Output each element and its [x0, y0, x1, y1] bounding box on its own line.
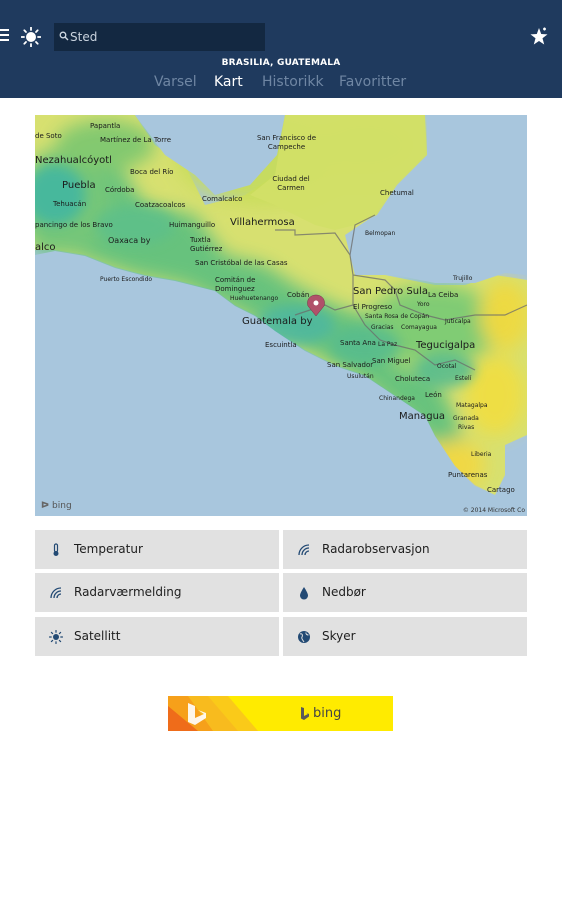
map-label: Gracias [371, 324, 394, 331]
map-label: Granada [453, 415, 479, 422]
map-copyright: © 2014 Microsoft Co [462, 507, 525, 514]
layer-clouds-button[interactable] [283, 617, 527, 656]
bing-logo-icon [300, 707, 310, 721]
map-label: Liberia [471, 451, 492, 458]
map-label: Usulután [347, 373, 374, 380]
bing-map-logo: ᐅ bing [41, 501, 72, 511]
sun-logo-icon[interactable] [21, 27, 41, 47]
layer-radar-forecast-button[interactable] [35, 573, 279, 612]
map-label: La Paz [378, 341, 398, 348]
layer-label: Temperatur [74, 542, 143, 556]
map-label: Huimanguillo [169, 221, 216, 229]
map-label: Guatemala by [242, 316, 313, 327]
map-label: Cobán [287, 291, 310, 299]
tab-varsel[interactable]: Varsel [154, 74, 197, 90]
tab-bar [0, 74, 562, 96]
map-label: Boca del Río [130, 168, 174, 176]
weather-map[interactable] [35, 115, 527, 516]
map-label: Puntarenas [448, 471, 488, 479]
layer-label: Radarværmelding [74, 585, 182, 599]
layer-radar-observation-button[interactable] [283, 530, 527, 569]
search-icon [59, 31, 69, 41]
pin-favorite-icon[interactable] [528, 26, 550, 48]
map-label: Estelí [455, 375, 472, 382]
map-label: Nezahualcóyotl [35, 155, 112, 166]
map-label: Martínez de La Torre [100, 136, 172, 144]
map-label: Córdoba [105, 186, 135, 194]
map-label: Villahermosa [230, 217, 295, 228]
map-label: Ciudad del Carmen [272, 175, 310, 192]
map-label: Comitán de Dominguez [215, 276, 256, 293]
map-label: Escuintla [265, 341, 297, 349]
bing-banner-text: bing [313, 706, 342, 721]
search-input[interactable] [70, 23, 260, 51]
map-label: Papantla [90, 122, 121, 130]
map-label: Puebla [62, 180, 96, 191]
map-label: Yoro [417, 301, 430, 308]
location-title: BRASILIA, GUATEMALA [221, 58, 341, 68]
search-box[interactable] [54, 23, 265, 51]
map-label: Belmopan [365, 230, 396, 237]
map-label: Rivas [458, 424, 475, 431]
layer-satellite-button[interactable] [35, 617, 279, 656]
map-label: Choluteca [395, 375, 431, 383]
map-label: alco [35, 242, 56, 253]
tab-historikk[interactable]: Historikk [262, 74, 324, 90]
layer-label: Radarobservasjon [322, 542, 430, 556]
map-label: El Progreso [353, 303, 393, 311]
layer-label: Skyer [322, 629, 356, 643]
layer-precipitation-button[interactable] [283, 573, 527, 612]
banner-graphic [168, 696, 393, 731]
bing-ad-banner[interactable] [168, 696, 393, 731]
map-label: Chinandega [379, 395, 415, 402]
globe-icon [297, 630, 311, 644]
map-label: Santa Ana [340, 339, 376, 347]
map-label: Coatzacoalcos [135, 201, 186, 209]
map-label: de Soto [35, 132, 62, 140]
tab-kart[interactable]: Kart [214, 74, 243, 90]
radar-icon [297, 543, 311, 557]
raindrop-icon [297, 586, 311, 600]
map-label: Comalcalco [202, 195, 243, 203]
layer-temperature-button[interactable] [35, 530, 279, 569]
thermometer-icon [49, 543, 63, 557]
radar-forecast-icon [49, 586, 63, 600]
map-label: San Miguel [372, 357, 411, 365]
map-label: Managua [399, 411, 446, 422]
map-label: Cartago [487, 486, 515, 494]
map-label: Ocotal [437, 363, 457, 370]
app-header [0, 0, 562, 98]
map-label: San Salvador [327, 361, 374, 369]
tab-favoritter[interactable]: Favoritter [339, 74, 407, 90]
map-label: Santa Rosa de Copán [365, 313, 430, 320]
map-label: Tuxtla Gutiérrez [190, 236, 223, 253]
map-label: San Pedro Sula [353, 286, 428, 297]
map-label: Matagalpa [456, 402, 488, 409]
satellite-sun-icon [49, 630, 63, 644]
map-label: Juticalpa [445, 318, 471, 325]
map-label: Tegucigalpa [416, 340, 476, 351]
map-label: Huehuetenango [230, 295, 279, 302]
layer-label: Satellitt [74, 629, 121, 643]
map-label: San Cristóbal de las Casas [195, 259, 288, 267]
menu-icon[interactable] [0, 29, 10, 43]
map-label: Chetumal [380, 189, 414, 197]
map-label: Puerto Escondido [100, 276, 153, 283]
layer-label: Nedbør [322, 585, 366, 599]
map-label: La Ceiba [428, 291, 459, 299]
map-label: Oaxaca by [108, 236, 151, 245]
map-label: Tehuacán [53, 200, 87, 208]
map-label: San Francisco de Campeche [256, 134, 317, 151]
map-label: Trujillo [453, 275, 473, 282]
map-label: pancingo de los Bravo [35, 221, 113, 229]
map-label: León [425, 391, 442, 399]
map-label: Comayagua [401, 324, 437, 331]
